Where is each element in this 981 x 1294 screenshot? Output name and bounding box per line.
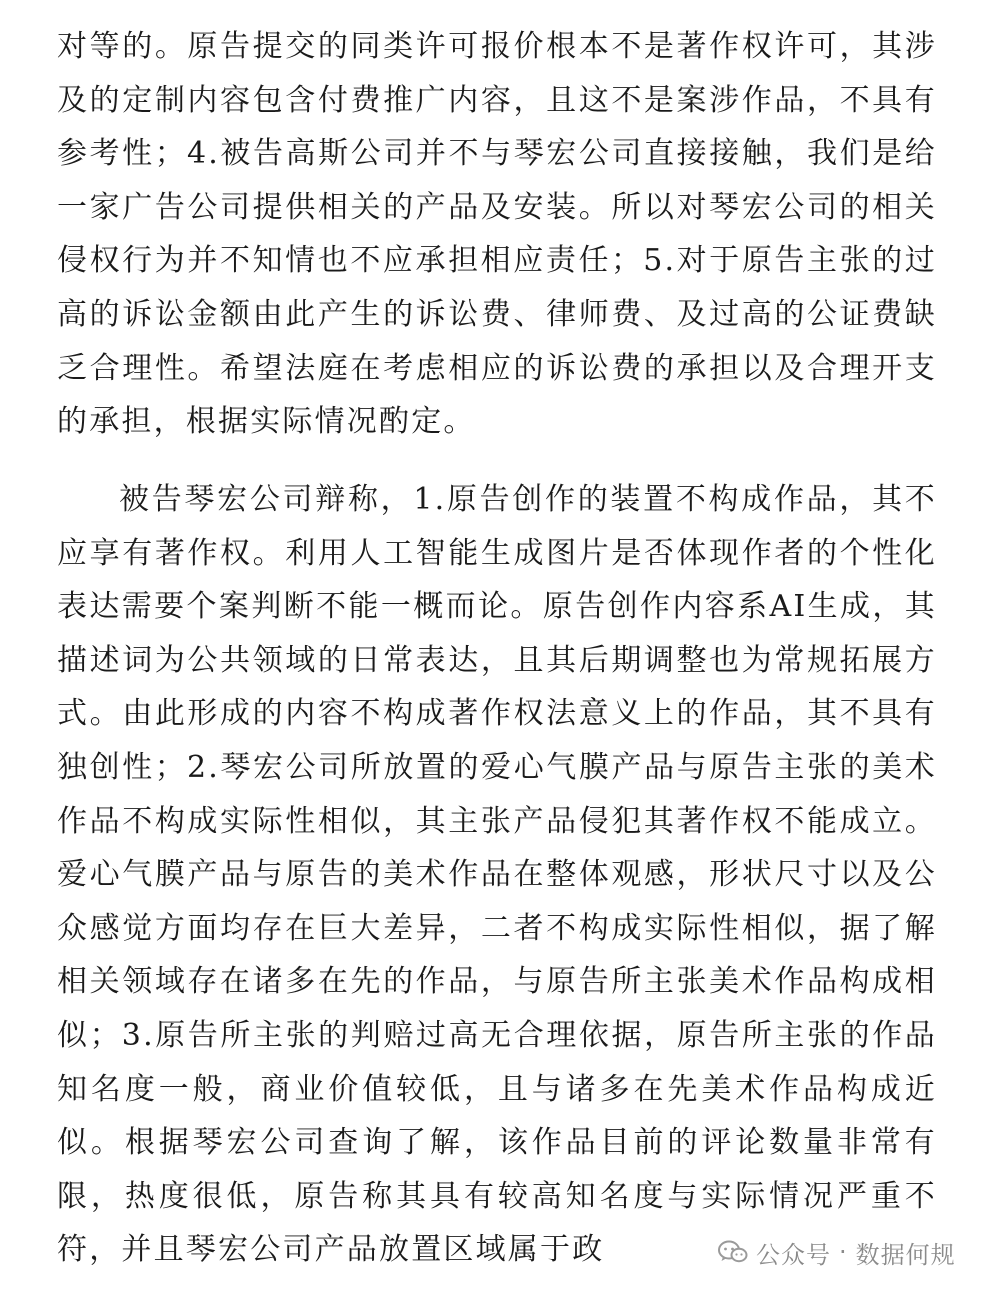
wechat-icon bbox=[718, 1240, 748, 1264]
watermark-source-label: 公众号 bbox=[756, 1240, 831, 1269]
watermark bbox=[712, 1232, 962, 1272]
watermark-separator: · bbox=[839, 1238, 848, 1266]
paragraph-defense-qinhong: 被告琴宏公司辩称，1.原告创作的装置不构成作品，其不应享有著作权。利用人工智能生成图片是否体现作者的个性化表达需要个案判断不能一概而论。原告创作内容系AI生成，其描述词为公共领域的日常表达，且其后期调整也为常规拓展方式。由此形成的内容不构成著作权法意义上的作品，其不具有独创性；2.琴宏公司所放置的爱心气膜产品与原告主张的美术作品不构成实际性相似，其主张产品侵犯其著作权不能成立。爱心气膜产品与原告的美术作品在整体观感，形状尺寸以及公众感觉方面均存在巨大差异，二者不构成实际性相似，据了解相关领域存在诸多在先的作品，与原告所主张美术作品构成相似；3.原告所主张的判赔过高无合理依据，原告所主张的作品知名度一般，商业价值较低，且与诸多在先美术作品构成近似。根据琴宏公司查询了解，该作品目前的评论数量非常有限，热度很低，原告称其具有较高知名度与实际情况严重不符，并且琴宏公司产品放置区域属于政 bbox=[57, 482, 937, 1268]
watermark-account-name: 数据何规 bbox=[855, 1240, 956, 1269]
paragraph-defense-gaosi: 对等的。原告提交的同类许可报价根本不是著作权许可，其涉及的定制内容包含付费推广内容，且这不是案涉作品，不具有参考性；4.被告高斯公司并不与琴宏公司直接接触，我们是给一家广告公司提供相关的产品及安装。所以对琴宏公司的相关侵权行为并不知情也不应承担相应责任；5.对于原告主张的过高的诉讼金额由此产生的诉讼费、律师费、及过高的公证费缺乏合理性。希望法庭在考虑相应的诉讼费的承担以及合理开支的承担，根据实际情况酌定。 bbox=[57, 29, 937, 440]
